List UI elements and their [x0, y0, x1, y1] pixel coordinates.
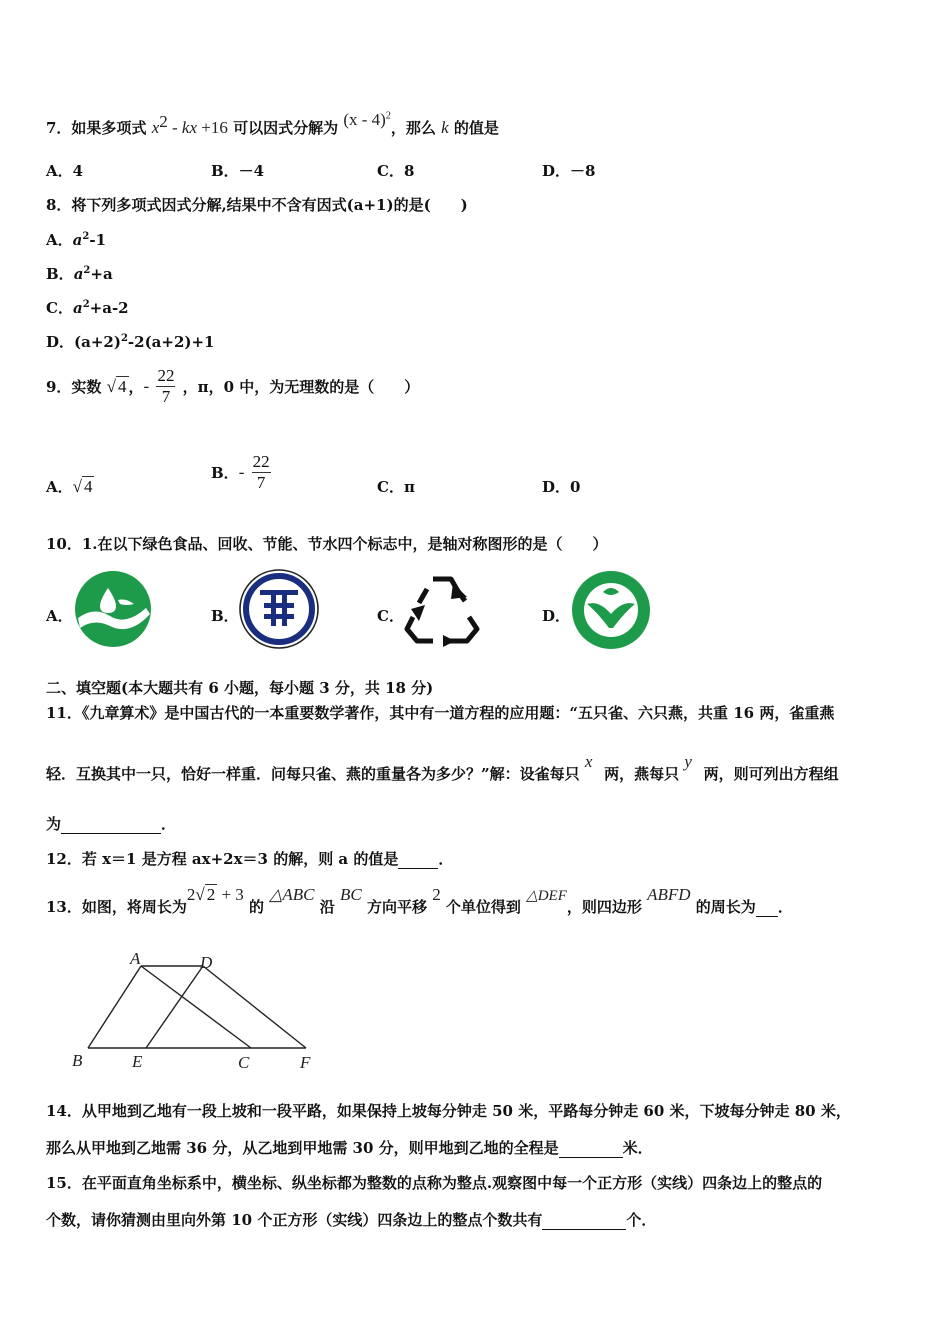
section-title: 二、填空题(本大题共有 6 小题，每小题 3 分，共 18 分) [46, 679, 434, 697]
q7-option-d[interactable]: D．－8 [542, 162, 596, 180]
q10-option-c-label[interactable]: C． [377, 607, 404, 625]
q15-line2: 个数，请你猜测由里向外第 10 个正方形（实线）四条边上的整点个数共有 个． [46, 1211, 657, 1229]
q8-option-d[interactable]: D．$(a+2)^2-2(a+2)+1$ [46, 333, 215, 351]
q7-factored: (x - 4)$^2$ [343, 110, 391, 129]
energy-saving-logo-icon[interactable] [238, 568, 320, 650]
q15-answer-blank[interactable] [542, 1211, 626, 1230]
q7-option-c[interactable]: C．8 [377, 162, 415, 180]
label-b: B [72, 1051, 83, 1070]
recycle-logo-icon[interactable] [403, 571, 485, 649]
q10-option-b-label[interactable]: B． [211, 607, 239, 625]
segment-df [203, 966, 306, 1048]
water-drop-logo-icon[interactable] [74, 570, 152, 648]
label-d: D [200, 953, 213, 972]
q9-option-a[interactable]: A．√ 4 [46, 477, 93, 496]
label-c: C [238, 1053, 250, 1072]
q12-answer-blank[interactable] [398, 850, 438, 869]
q9-fraction: $\frac{22}{7}$ [157, 366, 175, 407]
q8-option-c[interactable]: C．$a^2+a-2$ [46, 299, 129, 317]
segment-ab [88, 966, 141, 1048]
segment-ed [146, 966, 203, 1048]
q13-figure [66, 948, 326, 1074]
q7-expr-x: x [151, 118, 160, 137]
q7-option-b[interactable]: B．－4 [211, 162, 265, 180]
label-f: F [300, 1053, 311, 1072]
q13-stem: 13．如图，将周长为2√ 2 + 3 的 △ABC 沿 BC 方向平移 2 个单位得到 △DEF，则四边形 ABFD 的周长为 ． [46, 885, 793, 916]
q9-stem: 9．实数 √ 4 ，- $\frac{22}{7}$ ，π，0 中，为无理数的是（ ） [46, 366, 420, 407]
q9-sqrt4: √ 4 [106, 376, 127, 396]
q12: 12．若 x＝1 是方程 ax+2x＝3 的解，则 a 的值是 ． [46, 850, 454, 868]
q14-answer-blank[interactable] [559, 1139, 623, 1158]
q9-option-b[interactable]: B．- $\frac{22}{7}$ [211, 452, 270, 492]
q10-option-d-label[interactable]: D． [542, 607, 571, 625]
q11-line1: 11．《九章算术》是中国古代的一本重要数学著作，其中有一道方程的应用题：“五只雀、六只燕，共重 16 两，雀重燕 [46, 704, 835, 722]
q11-line3: 为 ． [46, 815, 177, 833]
q15-line1: 15．在平面直角坐标系中，横坐标、纵坐标都为整数的点称为整点.观察图中每一个正方形（实线）四条边上的整点的 [46, 1174, 823, 1192]
q9-option-c[interactable]: C．π [377, 478, 415, 496]
q13-answer-blank[interactable] [756, 898, 778, 917]
q9-options [46, 452, 906, 502]
q14-line1: 14．从甲地到乙地有一段上坡和一段平路，如果保持上坡每分钟走 50 米，平路每分钟走 60 米，下坡每分钟走 80 米， [46, 1102, 851, 1120]
segment-ac [141, 966, 251, 1048]
q14-line2: 那么从甲地到乙地需 36 分，从乙地到甲地需 30 分，则甲地到乙地的全程是 米． [46, 1139, 653, 1157]
q10-stem: 10．1.在以下绿色食品、回收、节能、节水四个标志中，是轴对称图形的是（ ） [46, 535, 608, 553]
q8-stem: 8．将下列多项式因式分解,结果中不含有因式(a+1)的是( ) [46, 196, 468, 214]
q9-option-d[interactable]: D．0 [542, 478, 581, 496]
green-food-logo-icon[interactable] [571, 570, 651, 650]
q8-option-a[interactable]: A．$a^2-1$ [46, 231, 107, 249]
q11-answer-blank[interactable] [61, 815, 161, 834]
label-a: A [130, 949, 141, 968]
q11-line2: 轻．互换其中一只，恰好一样重．问每只雀、燕的重量各为多少？”解：设雀每只 x 两，燕每只 y 两，则可列出方程组 [46, 752, 839, 783]
q10-option-a-label[interactable]: A． [46, 607, 73, 625]
q8-option-b[interactable]: B．$a^2+a$ [46, 265, 113, 283]
q7-stem: 7．如果多项式 $x^2$ - kx +16 可以因式分解为 (x - 4)$^2$，那么 k 的值是 [46, 110, 499, 137]
q7-option-a[interactable]: A．4 [46, 162, 84, 180]
label-e: E [132, 1052, 143, 1071]
